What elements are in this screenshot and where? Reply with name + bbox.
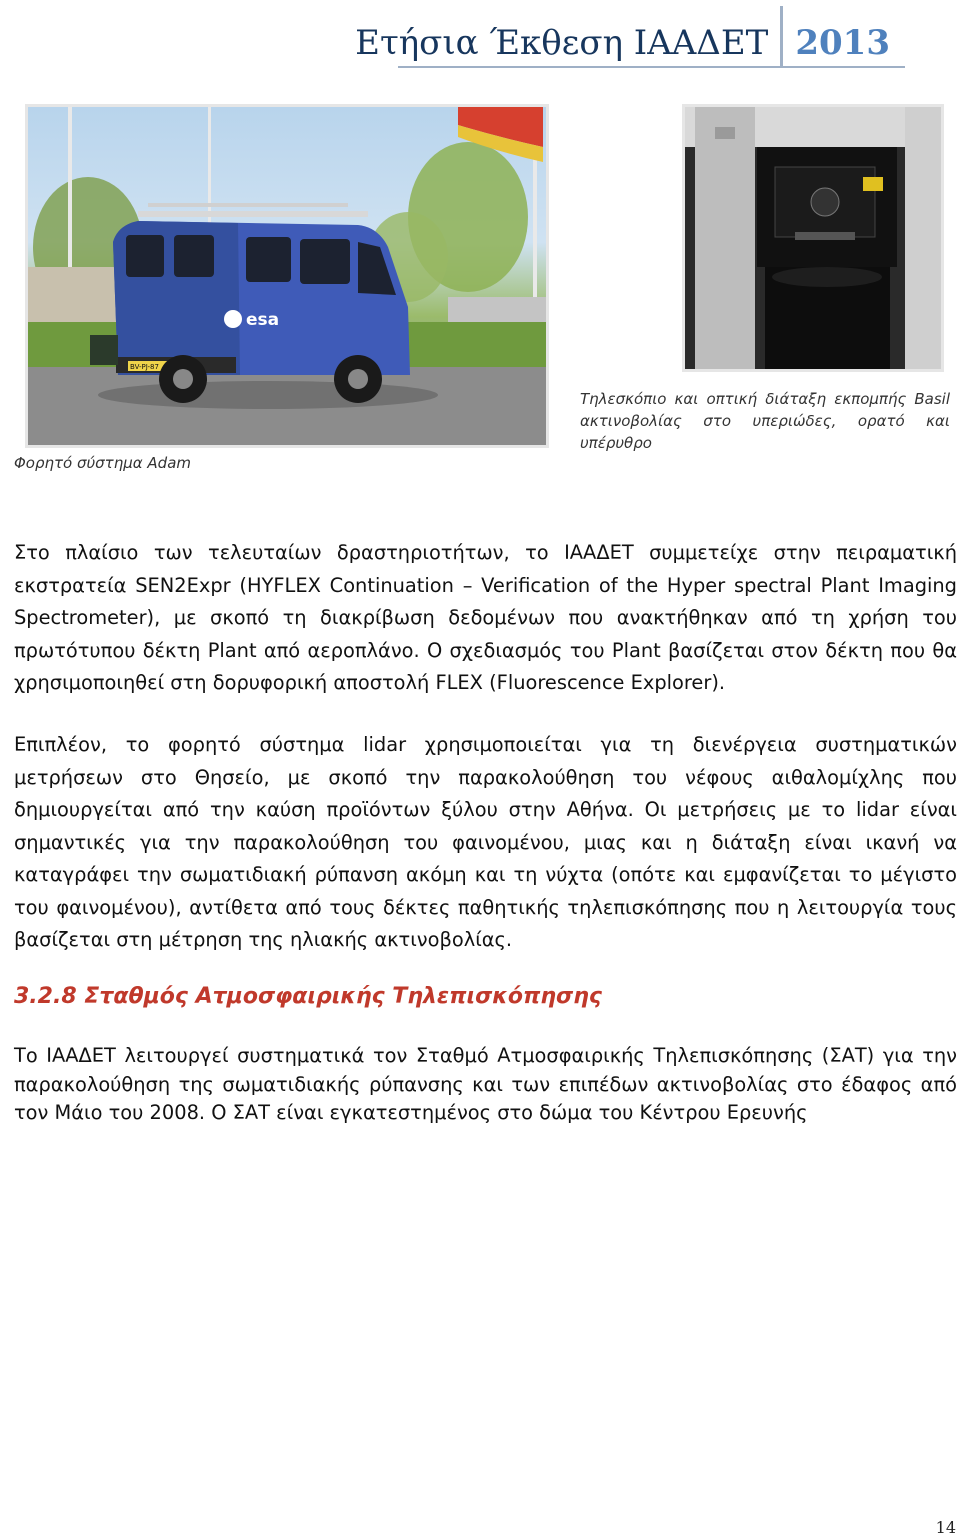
telescope-illustration bbox=[685, 107, 941, 369]
van-illustration bbox=[28, 107, 546, 445]
telescope-caption: Τηλεσκόπιο και οπτική διάταξη εκπομπής Basil ακτινοβολίας στο υπεριώδες, ορατό και υπέρυθρο bbox=[580, 390, 950, 452]
basil-telescope-photo bbox=[682, 104, 944, 372]
adam-van-photo bbox=[25, 104, 549, 448]
paragraph-sat-station: Το ΙΑΑΔΕΤ λειτουργεί συστηματικά τον Σταθμό Ατμοσφαιρικής Τηλεπισκόπησης (ΣΑΤ) για την παρακολούθηση της σωματιδιακής ρύπανσης και των επιπέδων ακτινοβολίας στο έδαφος από τον Μάιο του 2008. Ο ΣΑΤ είναι εγκατεστημένος στο δώμα του Κέντρου Ερευνής bbox=[14, 1044, 957, 1124]
section-heading: 3.2.8 Σταθμός Ατμοσφαιρικής Τηλεπισκόπησης bbox=[14, 984, 602, 1009]
paragraph-sen2expr: Στο πλαίσιο των τελευταίων δραστηριοτήτων, το ΙΑΑΔΕΤ συμμετείχε στην πειραματική εκστρατεία SEN2Expr (HYFLEX Continuation – Verification of the Hyper spectral Plant Imaging Spectrometer), με σκοπό τη διακρίβωση δεδομένων που ανακτήθηκαν από τη χρήση του πρωτότυπου δέκτη Plant από αεροπλάνο. Ο σχεδιασμός του Plant βασίζεται στον δέκτη που θα χρησιμοποιηθεί στη δορυφορική αποστολή FLEX (Fluorescence Explorer). bbox=[14, 541, 957, 694]
header-rule bbox=[398, 66, 905, 68]
plate-text: BV-PJ-87 bbox=[130, 363, 159, 371]
page-number: 14 bbox=[935, 1518, 956, 1537]
report-year: 2013 bbox=[795, 23, 890, 63]
header-divider bbox=[780, 6, 783, 68]
van-caption: Φορητό σύστημα Adam bbox=[14, 454, 192, 472]
report-title: Ετήσια Έκθεση ΙΑΑΔΕΤ bbox=[355, 23, 769, 63]
page-header bbox=[355, 4, 890, 68]
paragraph-lidar: Επιπλέον, το φορητό σύστημα lidar χρησιμοποιείται για τη διενέργεια συστηματικών μετρήσεων στο Θησείο, με σκοπό την παρακολούθηση του νέφους αιθαλομίχλης που δημιουργείται από την καύση προϊόντων ξύλου στην Αθήνα. Οι μετρήσεις με το lidar είναι σημαντικές για την παρακολούθηση του φαινομένου, μιας και η διάταξη είναι ικανή να καταγράφει την σωματιδιακή ρύπανση ακόμη και τη νύχτα (οπότε και εμφανίζεται το μέγιστο του φαινομένου), αντίθετα από τους δέκτες παθητικής τηλεπισκόπησης που η λειτουργία τους βασίζεται στη μέτρηση της ηλιακής ακτινοβολίας. bbox=[14, 733, 957, 951]
esa-logo-text: esa bbox=[246, 310, 280, 330]
